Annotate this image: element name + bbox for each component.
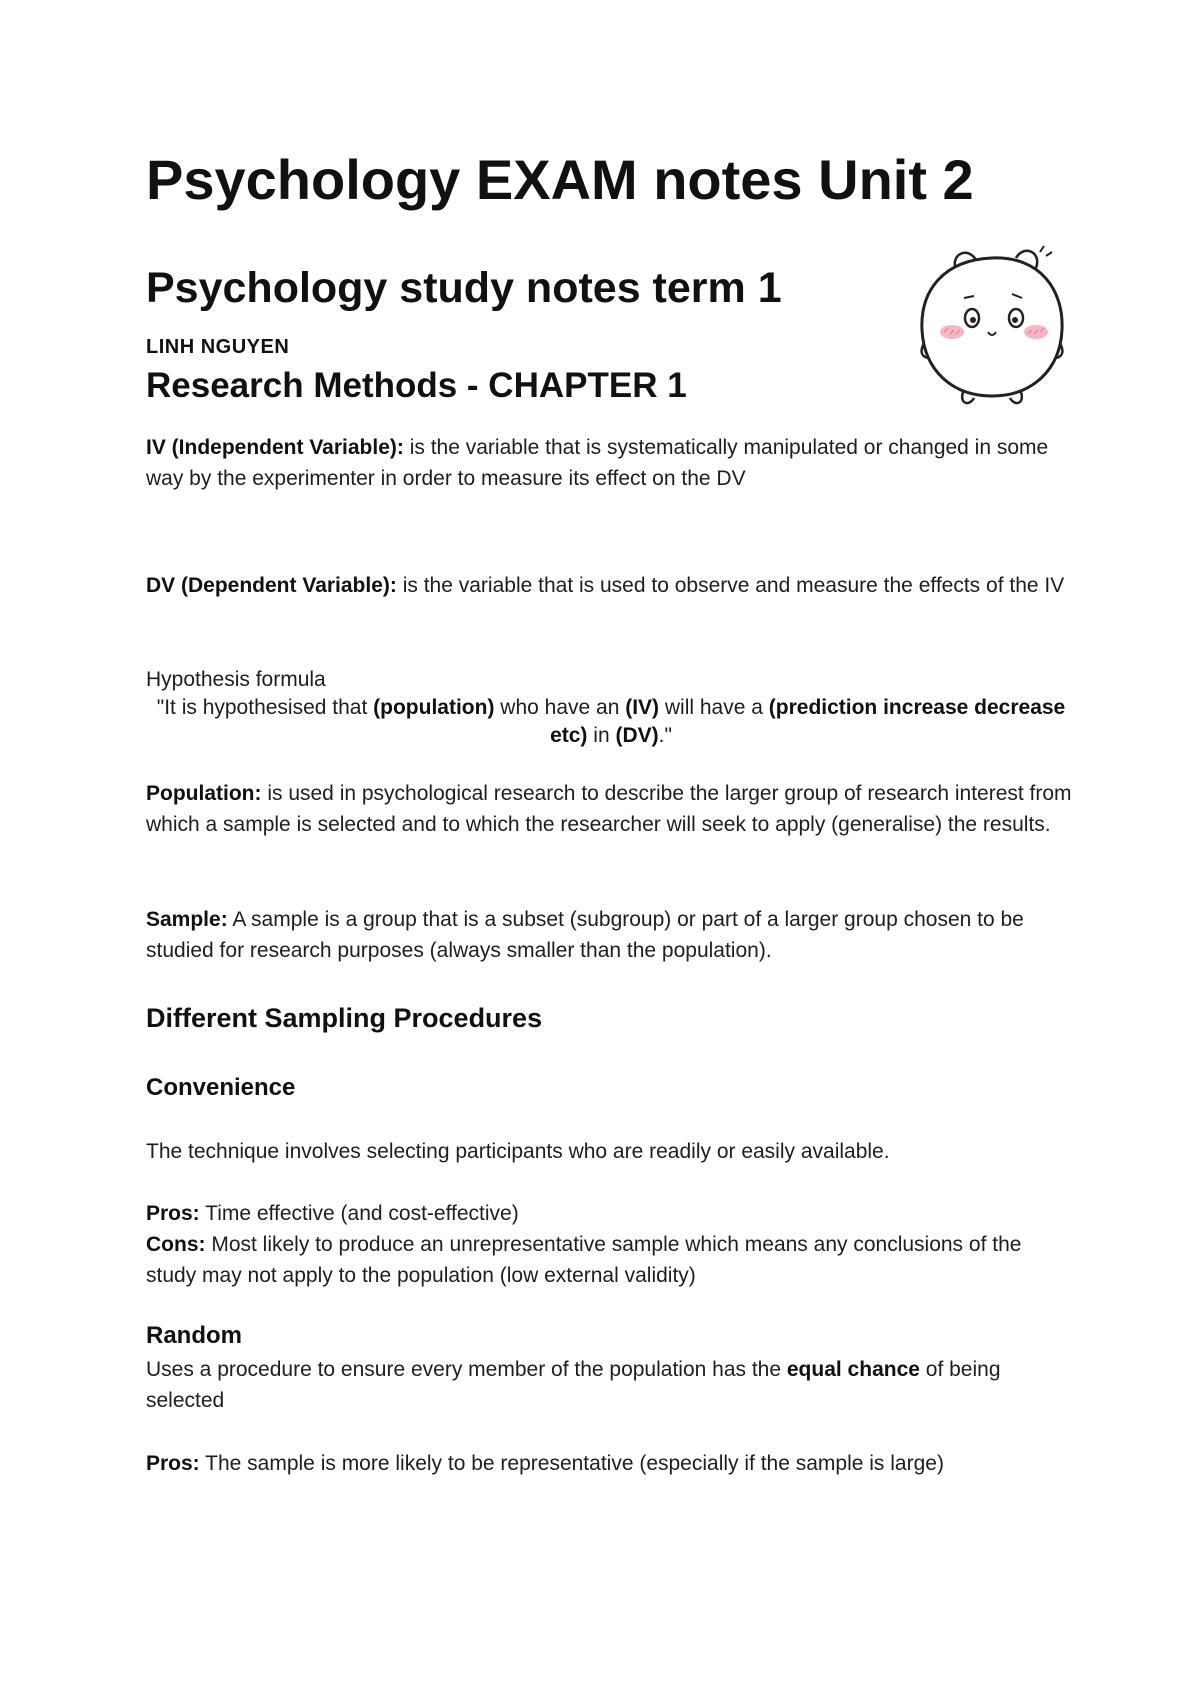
hamster-mascot-icon xyxy=(912,240,1072,410)
iv-term: IV (Independent Variable): xyxy=(146,436,404,459)
population-definition xyxy=(146,778,1076,840)
iv-definition xyxy=(146,432,1076,494)
hypothesis-label: Hypothesis formula xyxy=(146,668,326,691)
sample-term: Sample: xyxy=(146,908,228,931)
chapter-heading: Research Methods - CHAPTER 1 xyxy=(146,366,687,405)
dv-term: DV (Dependent Variable): xyxy=(146,574,397,597)
dv-definition xyxy=(146,570,1076,601)
document-subtitle: Psychology study notes term 1 xyxy=(146,264,782,312)
convenience-cons: Cons: Most likely to produce an unrepresentative sample which means any conclusions of the study may not apply to the population (low external validity) xyxy=(146,1233,1022,1287)
convenience-pros: Pros: Time effective (and cost-effective) xyxy=(146,1202,519,1225)
author-name: LINH NGUYEN xyxy=(146,336,290,358)
convenience-pros-cons xyxy=(146,1198,1076,1291)
hypothesis-formula: "It is hypothesised that (population) who have an (IV) will have a (prediction increase decrease etc) in (DV)." xyxy=(156,696,1066,747)
sample-definition xyxy=(146,904,1076,966)
population-text: is used in psychological research to describe the larger group of research interest from which a sample is selected and to which the researcher will seek to apply (generalise) the results. xyxy=(146,782,1072,836)
convenience-description: The technique involves selecting participants who are readily or easily available. xyxy=(146,1140,890,1163)
sampling-heading: Different Sampling Procedures xyxy=(146,1003,543,1033)
page-title: Psychology EXAM notes Unit 2 xyxy=(146,148,974,211)
random-description: Uses a procedure to ensure every member of the population has the equal chance of being selected xyxy=(146,1358,1001,1412)
random-pros: Pros: The sample is more likely to be representative (especially if the sample is large) xyxy=(146,1452,944,1475)
convenience-heading: Convenience xyxy=(146,1074,296,1101)
population-term: Population: xyxy=(146,782,262,805)
iv-text: is the variable that is systematically manipulated or changed in some way by the experimenter in order to measure its effect on the DV xyxy=(146,436,1049,490)
random-heading: Random xyxy=(146,1322,242,1349)
sample-text: A sample is a group that is a subset (subgroup) or part of a larger group chosen to be studied for research purposes (always smaller than the population). xyxy=(146,908,1024,962)
dv-text: is the variable that is used to observe and measure the effects of the IV xyxy=(396,574,1065,597)
